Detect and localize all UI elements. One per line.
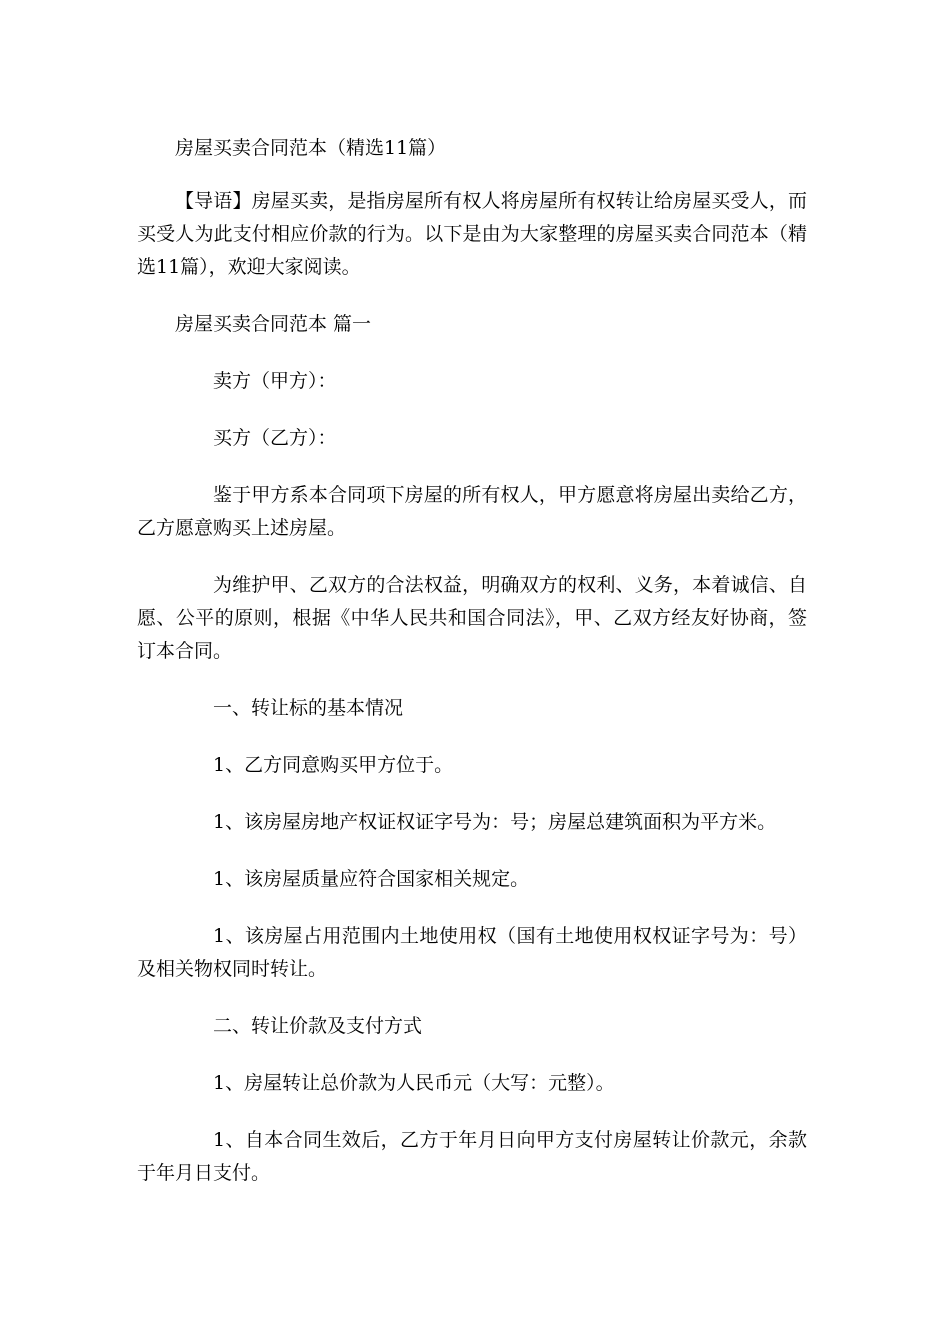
clause-item: 1、房屋转让总价款为人民币元（大写：元整）。: [213, 1072, 615, 1094]
purpose-paragraph: 为维护甲、乙双方的合法权益，明确双方的权利、义务，本着诚信、自愿、公平的原则，根据《中华人民共和国合同法》，甲、乙双方经友好协商，签订本合同。: [137, 574, 807, 662]
clause-item: 1、该房屋房地产权证权证字号为：号；房屋总建筑面积为平方米。: [213, 811, 777, 833]
clause-item: 1、乙方同意购买甲方位于。: [213, 754, 454, 776]
clause-heading-1: 一、转让标的基本情况: [213, 697, 404, 719]
document-body: [137, 132, 807, 1214]
buyer-line: 买方（乙方）：: [213, 427, 337, 449]
clause-item: 1、自本合同生效后，乙方于年月日向甲方支付房屋转让价款元，余款于年月日支付。: [137, 1129, 807, 1184]
seller-line: 卖方（甲方）：: [213, 370, 337, 392]
document-title: 房屋买卖合同范本（精选11篇）: [175, 137, 447, 159]
clause-item: 1、该房屋质量应符合国家相关规定。: [213, 868, 530, 890]
section-heading: 房屋买卖合同范本 篇一: [175, 313, 372, 335]
clause-item: 1、该房屋占用范围内土地使用权（国有土地使用权权证字号为：号）及相关物权同时转让。: [137, 925, 807, 980]
intro-paragraph: 【导语】房屋买卖，是指房屋所有权人将房屋所有权转让给房屋买受人，而买受人为此支付相应价款的行为。以下是由为大家整理的房屋买卖合同范本（精选11篇），欢迎大家阅读。: [137, 190, 807, 278]
clause-heading-2: 二、转让价款及支付方式: [213, 1015, 423, 1037]
recital-paragraph: 鉴于甲方系本合同项下房屋的所有权人，甲方愿意将房屋出卖给乙方，乙方愿意购买上述房屋。: [137, 484, 807, 539]
